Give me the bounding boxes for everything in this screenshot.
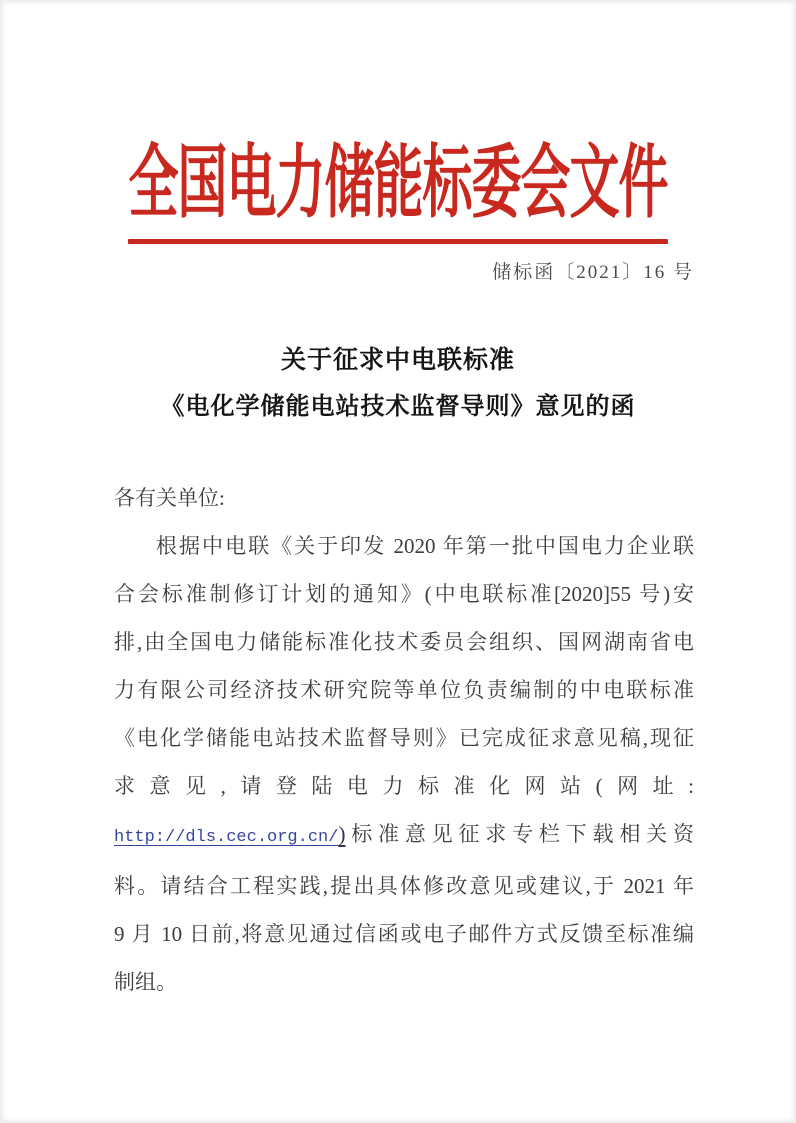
body-line: 料。请结合工程实践,提出具体修改意见或建议,于 2021 年 xyxy=(114,874,694,898)
red-divider-line xyxy=(128,239,668,244)
body-line xyxy=(114,810,694,862)
salutation: 各有关单位: xyxy=(114,486,225,510)
body-line: 合会标准制修订计划的通知》(中电联标准[2020]55 号)安 xyxy=(114,582,694,606)
subject-line-1: 关于征求中电联标准 xyxy=(280,346,515,374)
body-text-segment: 标准意见征求专栏下载相关资 xyxy=(345,822,694,846)
body-line: 根据中电联《关于印发 2020 年第一批中国电力企业联 xyxy=(156,534,694,558)
document-header-title: 全国电力储能标委会文件 xyxy=(128,138,668,228)
body-text-segment: ) xyxy=(338,822,346,846)
subject-line-2: 《电化学储能电站技术监督导则》意见的函 xyxy=(160,393,636,420)
subject-title xyxy=(2,345,794,422)
standards-website-link[interactable]: http://dls.cec.org.cn/ xyxy=(114,828,339,847)
body-paragraph xyxy=(114,474,694,1006)
body-line: 力有限公司经济技术研究院等单位负责编制的中电联标准 xyxy=(114,678,694,702)
body-lines xyxy=(114,522,694,1006)
document-number: 储标函〔2021〕16 号 xyxy=(492,262,694,283)
body-line: 制组。 xyxy=(114,970,177,994)
body-line: 排,由全国电力储能标准化技术委员会组织、国网湖南省电 xyxy=(114,630,694,654)
body-line: 9 月 10 日前,将意见通过信函或电子邮件方式反馈至标准编 xyxy=(114,922,694,946)
body-line: 《电化学储能电站技术监督导则》已完成征求意见稿,现征 xyxy=(114,726,694,750)
body-line: 求意见,请登陆电力标准化网站(网址: xyxy=(114,774,694,798)
